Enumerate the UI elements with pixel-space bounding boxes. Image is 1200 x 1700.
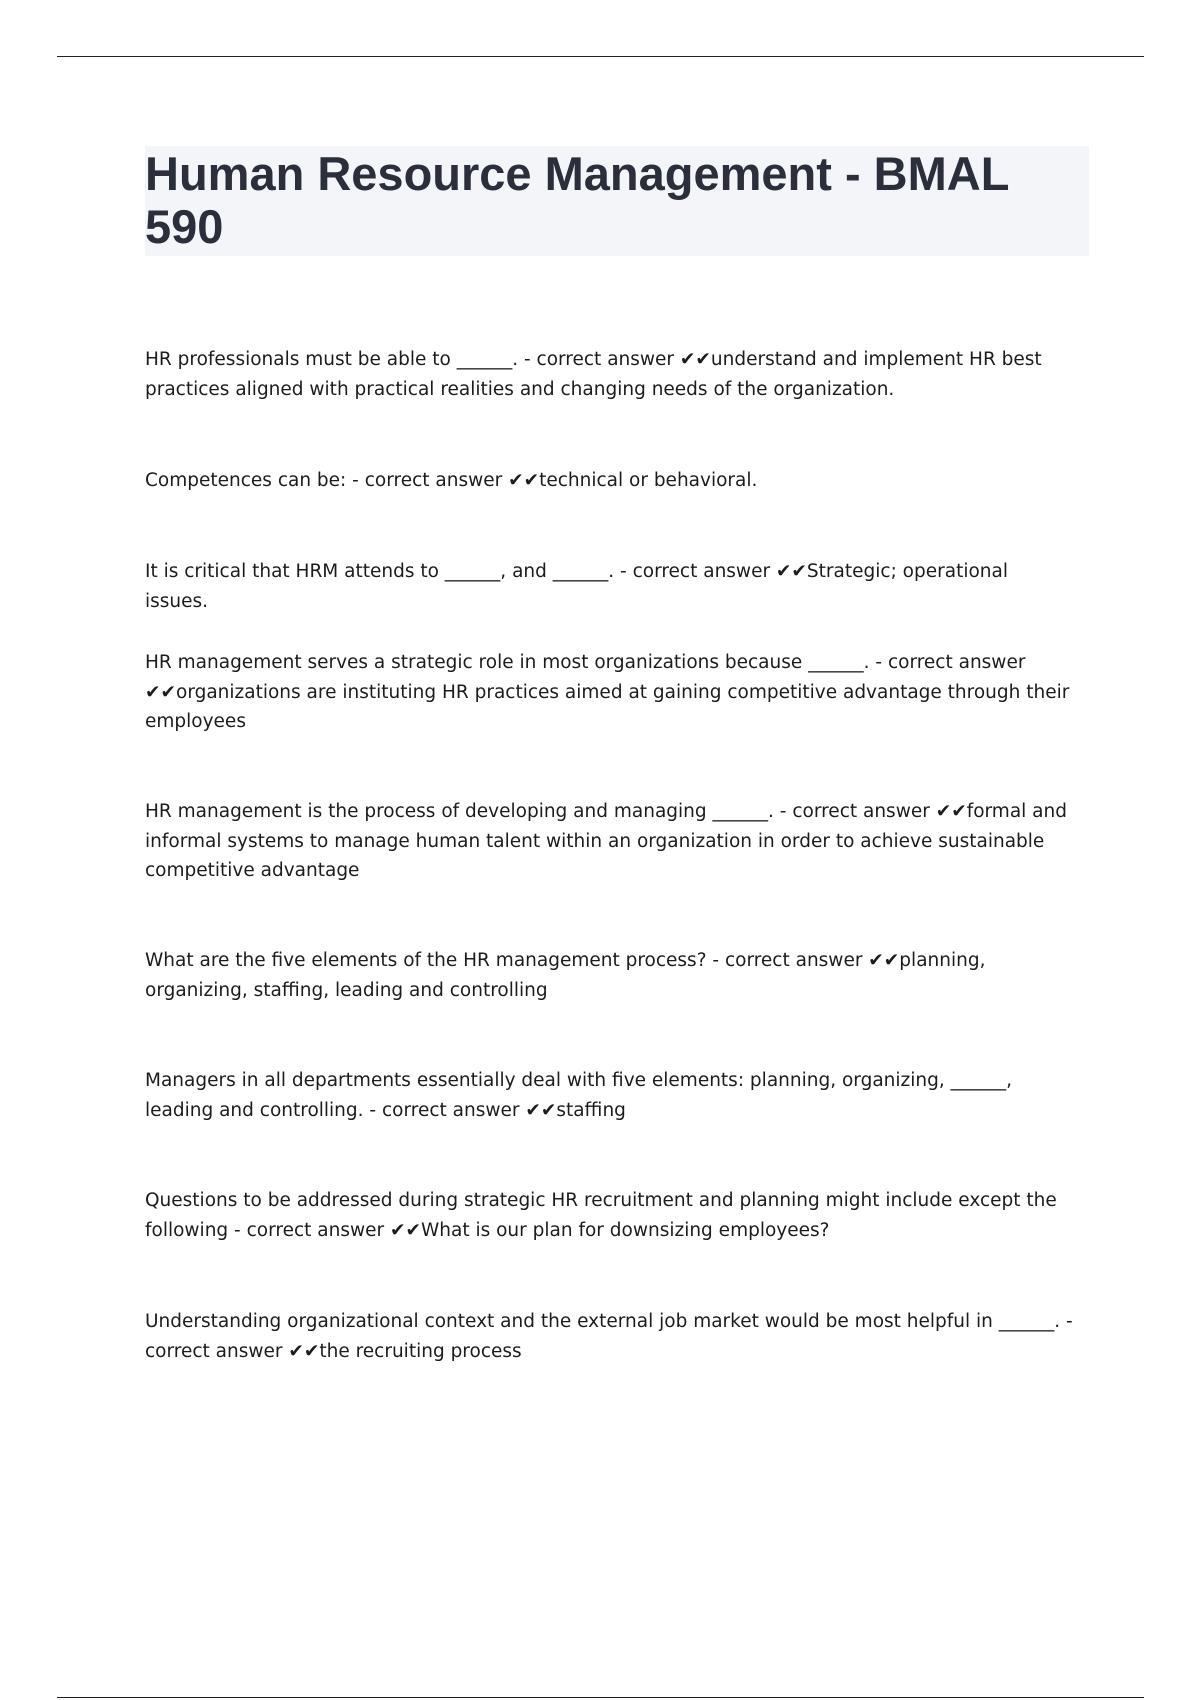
qa-item-1: HR professionals must be able to ______. - correct answer ✔✔understand and implement HR best practices aligned with practical realities and changing needs of the organization. [145, 349, 1042, 400]
qa-item-7: Managers in all departments essentially deal with five elements: planning, organizing, ______, leading and controlling. - correct answer ✔✔staffing [145, 1070, 1012, 1121]
qa-item-6: What are the five elements of the HR management process? - correct answer ✔✔planning, organizing, staffing, leading and controlling [145, 950, 986, 1001]
qa-item-3: It is critical that HRM attends to ______, and ______. - correct answer ✔✔Strategic; operational issues. [145, 561, 1008, 612]
qa-item-5: HR management is the process of developing and managing ______. - correct answer ✔✔formal and informal systems to manage human talent within an organization in order to achieve sustainable competitive advantage [145, 801, 1067, 881]
qa-item-8: Questions to be addressed during strategic HR recruitment and planning might include except the following - correct answer ✔✔What is our plan for downsizing employees? [145, 1190, 1057, 1241]
qa-item-9: Understanding organizational context and the external job market would be most helpful in ______. - correct answer ✔✔the recruiting process [145, 1311, 1073, 1362]
top-rule [57, 56, 1144, 57]
title-banner [145, 146, 1089, 256]
qa-item-4: HR management serves a strategic role in most organizations because ______. - correct answer ✔✔organizations are instituting HR practices aimed at gaining competitive advantage through their employees [145, 652, 1070, 732]
bottom-rule [57, 1697, 1144, 1698]
qa-item-2: Competences can be: - correct answer ✔✔technical or behavioral. [145, 470, 758, 491]
page-title: Human Resource Management - BMAL 590 [145, 147, 1009, 253]
